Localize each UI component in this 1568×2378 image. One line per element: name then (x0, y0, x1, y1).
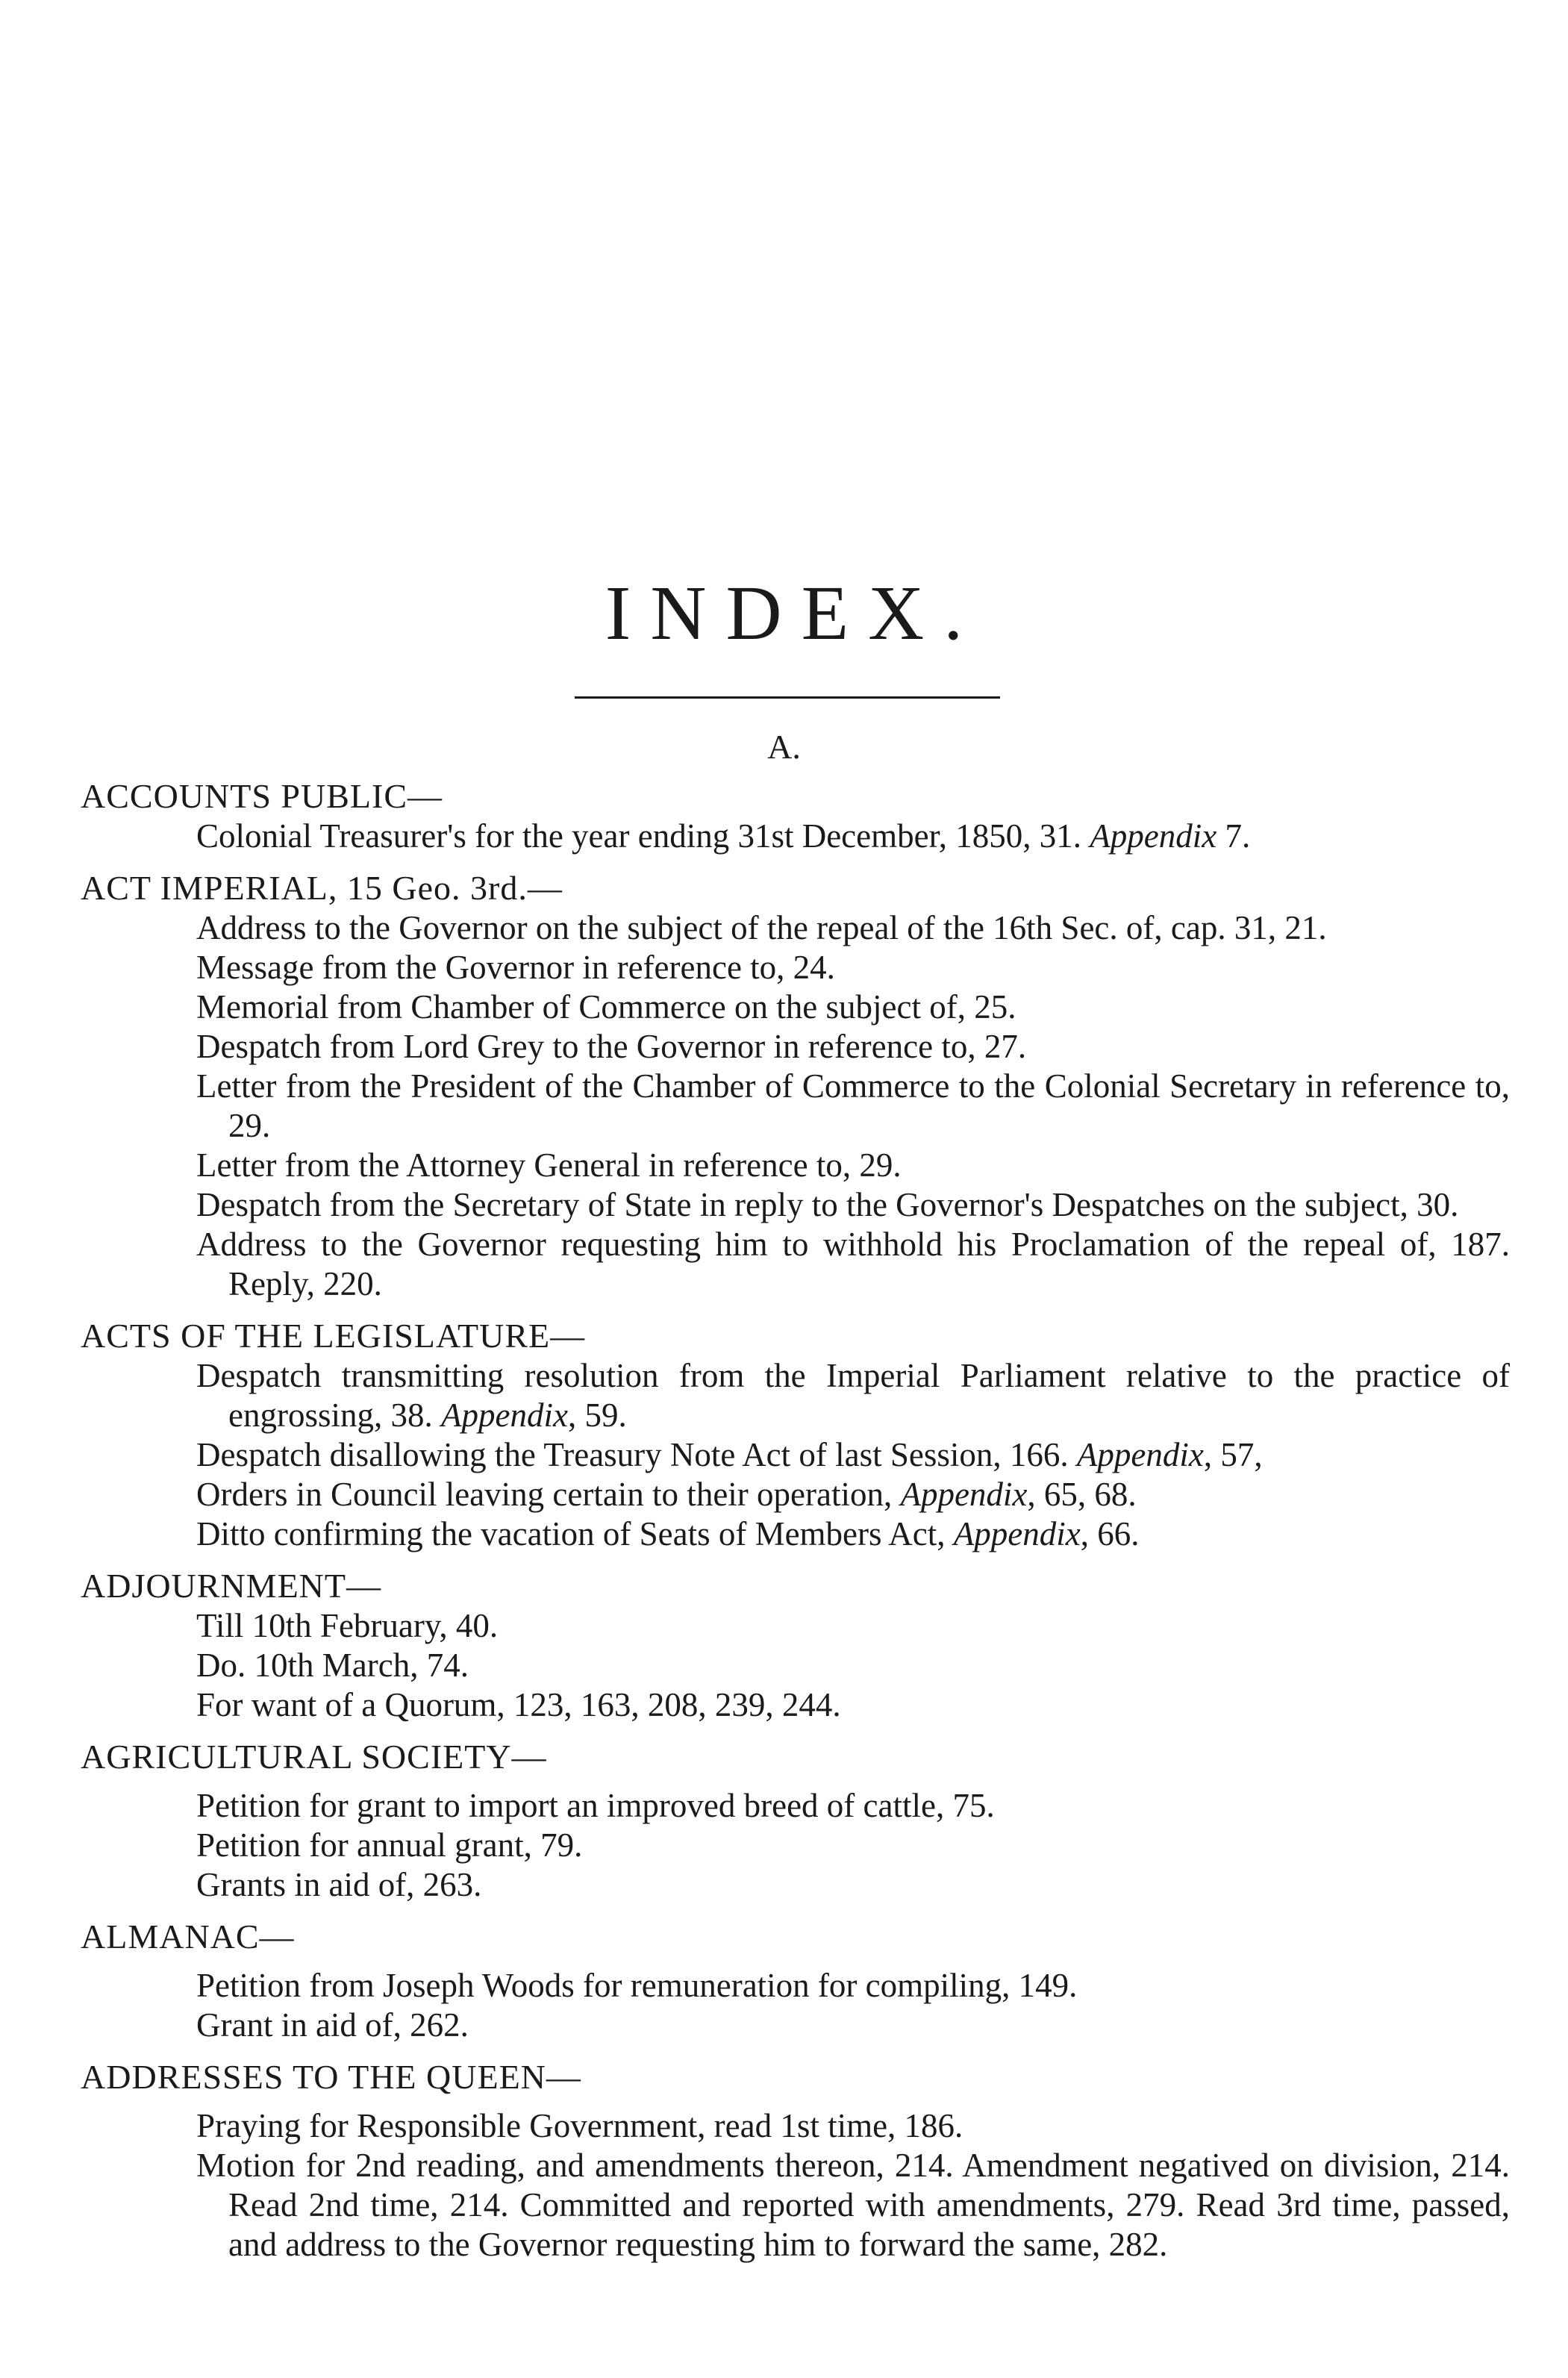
entry-line: Message from the Governor in reference to, 24. (196, 949, 835, 986)
entry-line: Do. 10th March, 74. (196, 1647, 469, 1684)
entry-line: Praying for Responsible Government, read 1st time, 186. (196, 2107, 963, 2144)
entry-heading: ACTS OF THE LEGISLATURE— (81, 1317, 586, 1355)
entry-line: Till 10th February, 40. (196, 1607, 499, 1644)
entry-lines (196, 1786, 1510, 1905)
entry-line: Despatch disallowing the Treasury Note Act of last Session, 166. Appendix, 57, (196, 1436, 1263, 1473)
entry-heading: ALMANAC— (81, 1917, 295, 1956)
index-entry-act-imperial (81, 868, 1510, 1304)
index-entry-agricultural-society (81, 1737, 1510, 1905)
entry-line: Memorial from Chamber of Commerce on the subject of, 25. (196, 988, 1016, 1026)
entry-line: Address to the Governor on the subject of the repeal of the 16th Sec. of, cap. 31, 21. (196, 909, 1327, 946)
entry-heading: ACCOUNTS PUBLIC— (81, 777, 443, 815)
entry-line: Grant in aid of, 262. (196, 2006, 469, 2044)
entry-line: Despatch from the Secretary of State in reply to the Governor's Despatches on the subject, 30. (196, 1186, 1459, 1223)
entry-lines (196, 2106, 1510, 2265)
index-body (81, 776, 1510, 2276)
page-title: INDEX. (605, 570, 983, 656)
entry-lines (196, 817, 1510, 856)
index-entry-adjournment (81, 1566, 1510, 1725)
index-entry-addresses-to-the-queen (81, 2057, 1510, 2265)
entry-line: Despatch transmitting resolution from the Imperial Parliament relative to the practice of engrossing, 38. Appendix, 59. (196, 1357, 1510, 1434)
entry-lines (196, 1606, 1510, 1725)
entry-lines (196, 1356, 1510, 1554)
entry-lines (196, 908, 1510, 1304)
section-letter: A. (767, 728, 801, 766)
index-entry-acts-of-legislature (81, 1316, 1510, 1554)
entry-line: Despatch from Lord Grey to the Governor in reference to, 27. (196, 1028, 1027, 1065)
entry-line: Ditto confirming the vacation of Seats of Members Act, Appendix, 66. (196, 1515, 1140, 1552)
entry-line: Orders in Council leaving certain to their operation, Appendix, 65, 68. (196, 1476, 1137, 1513)
entry-line: Motion for 2nd reading, and amendments thereon, 214. Amendment negatived on division, 214. Read 2nd time, 214. Committed and reported with amendments, 279. Read 3rd time, passed, and address to the Governor requesting him to forward the same, 282. (196, 2147, 1510, 2263)
entry-line: Petition for annual grant, 79. (196, 1826, 583, 1864)
entry-line: Petition from Joseph Woods for remuneration for compiling, 149. (196, 1967, 1078, 2004)
entry-line: Letter from the Attorney General in reference to, 29. (196, 1146, 902, 1184)
entry-heading: ACT IMPERIAL, 15 Geo. 3rd.— (81, 869, 563, 907)
entry-lines (196, 1966, 1510, 2045)
entry-heading: ADDRESSES TO THE QUEEN— (81, 2058, 581, 2096)
index-entry-accounts-public (81, 776, 1510, 856)
entry-line: Letter from the President of the Chamber of Commerce to the Colonial Secretary in reference to, 29. (196, 1067, 1510, 1144)
entry-line: Address to the Governor requesting him to withhold his Proclamation of the repeal of, 187. Reply, 220. (196, 1226, 1510, 1302)
entry-line: Grants in aid of, 263. (196, 1866, 482, 1903)
title-divider (575, 696, 1000, 699)
entry-line: Petition for grant to import an improved breed of cattle, 75. (196, 1787, 995, 1824)
entry-heading: AGRICULTURAL SOCIETY— (81, 1738, 547, 1776)
index-entry-almanac (81, 1917, 1510, 2045)
entry-line: For want of a Quorum, 123, 163, 208, 239, 244. (196, 1686, 841, 1723)
entry-heading: ADJOURNMENT— (81, 1567, 381, 1605)
entry-line: Colonial Treasurer's for the year ending 31st December, 1850, 31. Appendix 7. (196, 817, 1251, 855)
